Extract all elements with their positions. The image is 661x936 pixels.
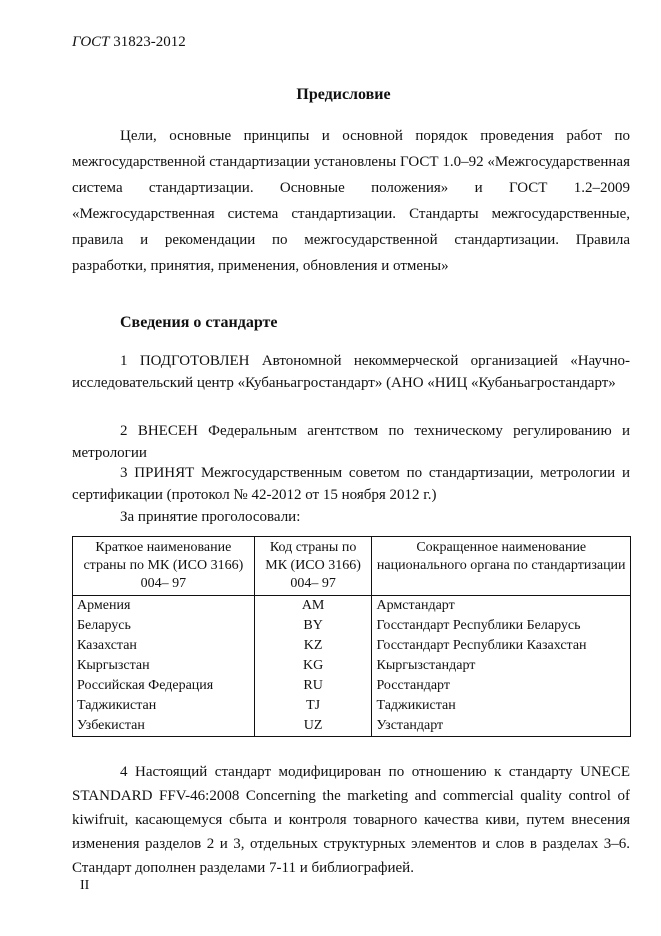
table-row xyxy=(73,596,631,617)
table-row xyxy=(73,656,631,676)
cell-country: Армения xyxy=(73,596,255,617)
cell-code: KG xyxy=(254,656,372,676)
page-header xyxy=(72,34,186,51)
table-row xyxy=(73,716,631,737)
cell-body: Узстандарт xyxy=(372,716,631,737)
item-2-submitted: 2 ВНЕСЕН Федеральным агентством по техническому регулированию и метрологии xyxy=(72,423,630,461)
item-1-prepared: 1 ПОДГОТОВЛЕН Автономной некоммерческой организацией «Научно-исследовательский центр «Кубаньагростандарт» (АНО «НИЦ «Кубаньагростандарт» xyxy=(72,353,630,391)
cell-country: Таджикистан xyxy=(73,696,255,716)
cell-body: Кыргызстандарт xyxy=(372,656,631,676)
cell-body: Госстандарт Республики Беларусь xyxy=(372,616,631,636)
cell-code: RU xyxy=(254,676,372,696)
cell-code: BY xyxy=(254,616,372,636)
page-number: II xyxy=(80,878,90,893)
cell-body: Госстандарт Республики Казахстан xyxy=(372,636,631,656)
table-row xyxy=(73,636,631,656)
cell-code: KZ xyxy=(254,636,372,656)
header-country: Краткое наименование страны по МК (ИСО 3166) 004– 97 xyxy=(73,537,255,596)
cell-body: Таджикистан xyxy=(372,696,631,716)
cell-code: UZ xyxy=(254,716,372,737)
item-3-adopted: 3 ПРИНЯТ Межгосударственным советом по стандартизации, метрологии и сертификации (протокол № 42-2012 от 15 ноября 2012 г.) xyxy=(72,465,630,503)
cell-country: Беларусь xyxy=(73,616,255,636)
cell-country: Кыргызстан xyxy=(73,656,255,676)
section-subheading: Сведения о стандарте xyxy=(120,314,278,331)
table-row xyxy=(73,616,631,636)
cell-body: Росстандарт xyxy=(372,676,631,696)
cell-code: AM xyxy=(254,596,372,617)
cell-code: TJ xyxy=(254,696,372,716)
cell-country: Казахстан xyxy=(73,636,255,656)
table-row xyxy=(73,696,631,716)
voted-label: За принятие проголосовали: xyxy=(120,509,301,525)
header-body: Сокращенное наименование национального органа по стандартизации xyxy=(372,537,631,596)
voting-countries-table xyxy=(72,536,631,737)
intro-paragraph: Цели, основные принципы и основной порядок проведения работ по межгосударственной стандартизации установлены ГОСТ 1.0–92 «Межгосударственная система стандартизации. Основные положения» и ГОСТ 1.2–2009 «Межгосударственная система стандартизации. Стандарты межгосударственные, правила и рекомендации по межгосударственной стандартизации. Правила разработки, принятия, применения, обновления и отмены» xyxy=(72,128,630,274)
page-title: Предисловие xyxy=(296,86,391,103)
cell-country: Узбекистан xyxy=(73,716,255,737)
standard-number: 31823-2012 xyxy=(113,34,186,50)
cell-country: Российская Федерация xyxy=(73,676,255,696)
table-header-row xyxy=(73,537,631,596)
header-code: Код страны по МК (ИСО 3166) 004– 97 xyxy=(254,537,372,596)
standard-code: ГОСТ xyxy=(72,34,110,50)
table-row xyxy=(73,676,631,696)
item-4-modification: 4 Настоящий стандарт модифицирован по отношению к стандарту UNECE STANDARD FFV-46:2008 Concerning the marketing and commercial quality control of kiwifruit, касающемуся сбыта и контроля товарного качества киви, путем внесения изменения разделов 2 и 3, отдельных структурных элементов и слов в разделах 3–6. Стандарт дополнен разделами 7-11 и библиографией. xyxy=(72,764,630,876)
cell-body: Армстандарт xyxy=(372,596,631,617)
